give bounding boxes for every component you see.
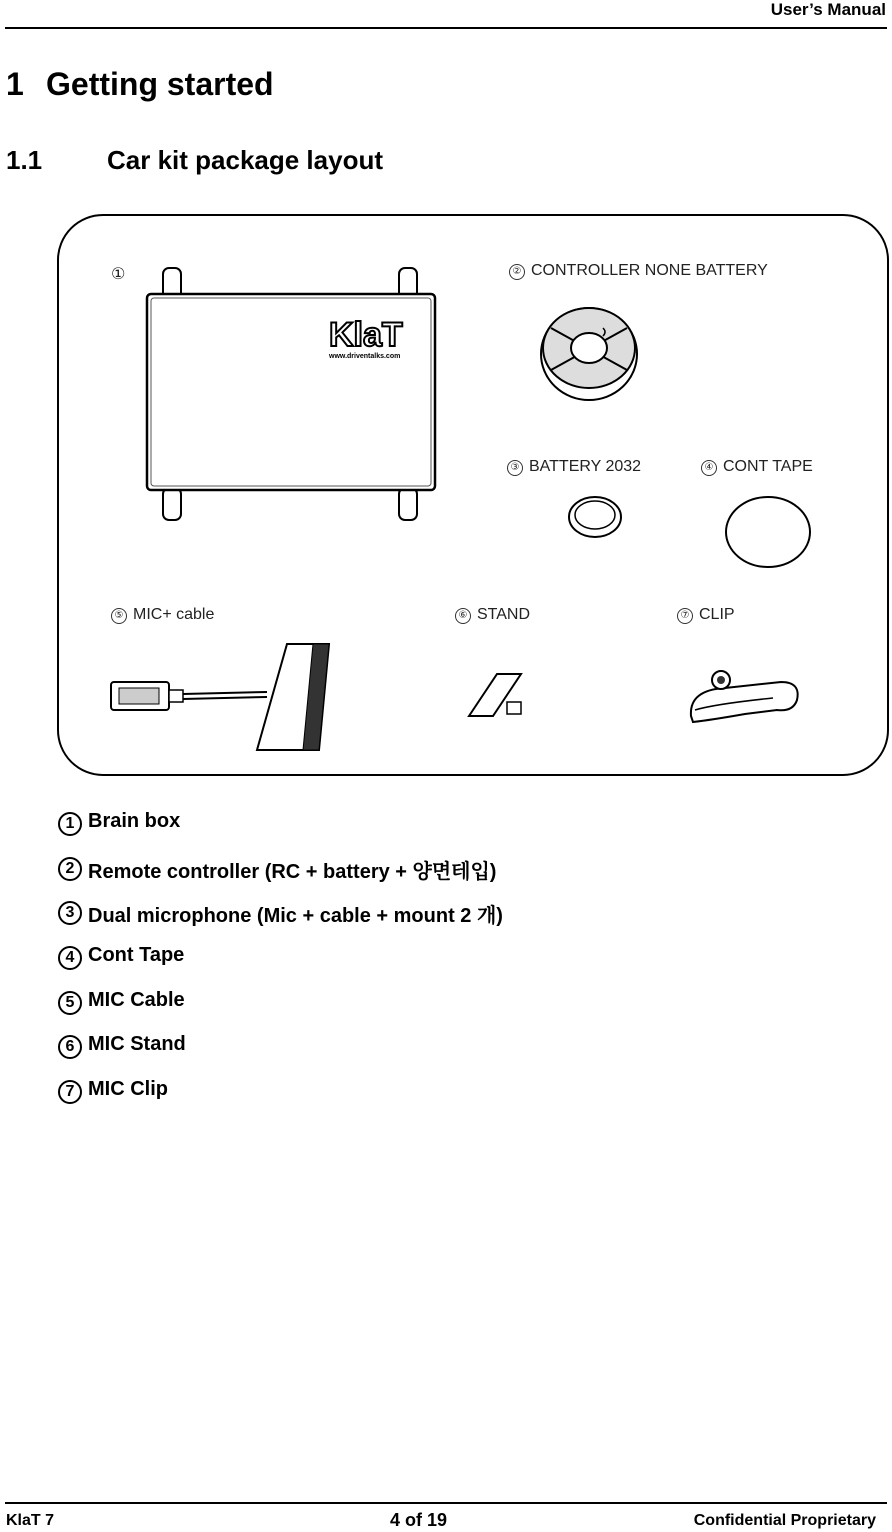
footer-rule: [5, 1502, 887, 1504]
label-item-4-text: CONT TAPE: [723, 458, 813, 475]
label-item-1-num: ①: [111, 266, 126, 283]
list-item-number: 5: [58, 991, 82, 1015]
list-item: [58, 1033, 503, 1078]
label-item-6-text: STAND: [477, 606, 531, 623]
label-item-2-num: ②: [509, 264, 525, 280]
mic-clip-image: [685, 660, 805, 736]
contents-list: [58, 810, 503, 1123]
list-item-text: MIC Stand: [88, 1033, 186, 1056]
list-item-text: MIC Cable: [88, 988, 185, 1011]
label-item-3: [507, 458, 641, 476]
label-item-2: [509, 262, 768, 280]
list-item: [58, 944, 503, 989]
subsection-number: 1.1: [6, 145, 43, 175]
list-item: [58, 1078, 503, 1123]
label-item-4: [701, 458, 813, 476]
list-item: [58, 810, 503, 855]
label-item-4-num: ④: [701, 460, 717, 476]
package-layout-figure: [57, 214, 889, 776]
list-item-text: Brain box: [88, 810, 181, 832]
label-item-5-text: MIC+ cable: [133, 606, 215, 623]
list-item-number: 3: [58, 901, 82, 925]
list-item-number: 4: [58, 946, 82, 970]
label-item-6-num: ⑥: [455, 608, 471, 624]
section-heading: [6, 66, 274, 103]
list-item-text: Dual microphone (Mic + cable + mount 2 개): [88, 905, 503, 928]
section-number: 1: [6, 66, 24, 102]
list-item-text: Cont Tape: [88, 944, 185, 967]
label-item-6: [455, 606, 530, 624]
controller-image: [537, 298, 647, 406]
header-rule: [5, 27, 887, 29]
brain-box-url: www.driventalks.com: [329, 353, 401, 360]
footer-page-number: 4 of 19: [390, 1510, 448, 1530]
label-item-7: [677, 606, 735, 624]
subsection-title: Car kit package layout: [107, 145, 383, 175]
section-title: Getting started: [46, 66, 274, 102]
label-item-5-num: ⑤: [111, 608, 127, 624]
list-item-text: MIC Clip: [88, 1078, 168, 1101]
footer-left: KlaT 7: [6, 1512, 55, 1529]
list-item-number: 6: [58, 1035, 82, 1059]
list-item-number: 2: [58, 857, 82, 881]
mic-cable-image: [107, 638, 347, 758]
label-item-3-num: ③: [507, 460, 523, 476]
label-item-7-num: ⑦: [677, 608, 693, 624]
brain-box-logo: KlaT: [329, 316, 403, 354]
battery-image: [565, 492, 625, 542]
list-item: [58, 855, 503, 900]
subsection-heading: [6, 145, 383, 176]
list-item-number: 7: [58, 1080, 82, 1104]
cont-tape-image: [723, 494, 813, 570]
label-item-2-text: CONTROLLER NONE BATTERY: [531, 262, 768, 279]
label-item-3-text: BATTERY 2032: [529, 458, 642, 475]
header-title: User’s Manual: [770, 0, 886, 19]
footer-right: Confidential Proprietary: [693, 1512, 876, 1529]
label-item-1: [111, 264, 125, 284]
list-item: [58, 899, 503, 944]
brain-box-image: [141, 266, 441, 526]
mic-stand-image: [463, 666, 533, 726]
label-item-5: [111, 606, 214, 624]
list-item: [58, 989, 503, 1034]
label-item-7-text: CLIP: [699, 606, 735, 623]
list-item-number: 1: [58, 812, 82, 836]
list-item-text: Remote controller (RC + battery + 양면테입): [88, 860, 497, 883]
